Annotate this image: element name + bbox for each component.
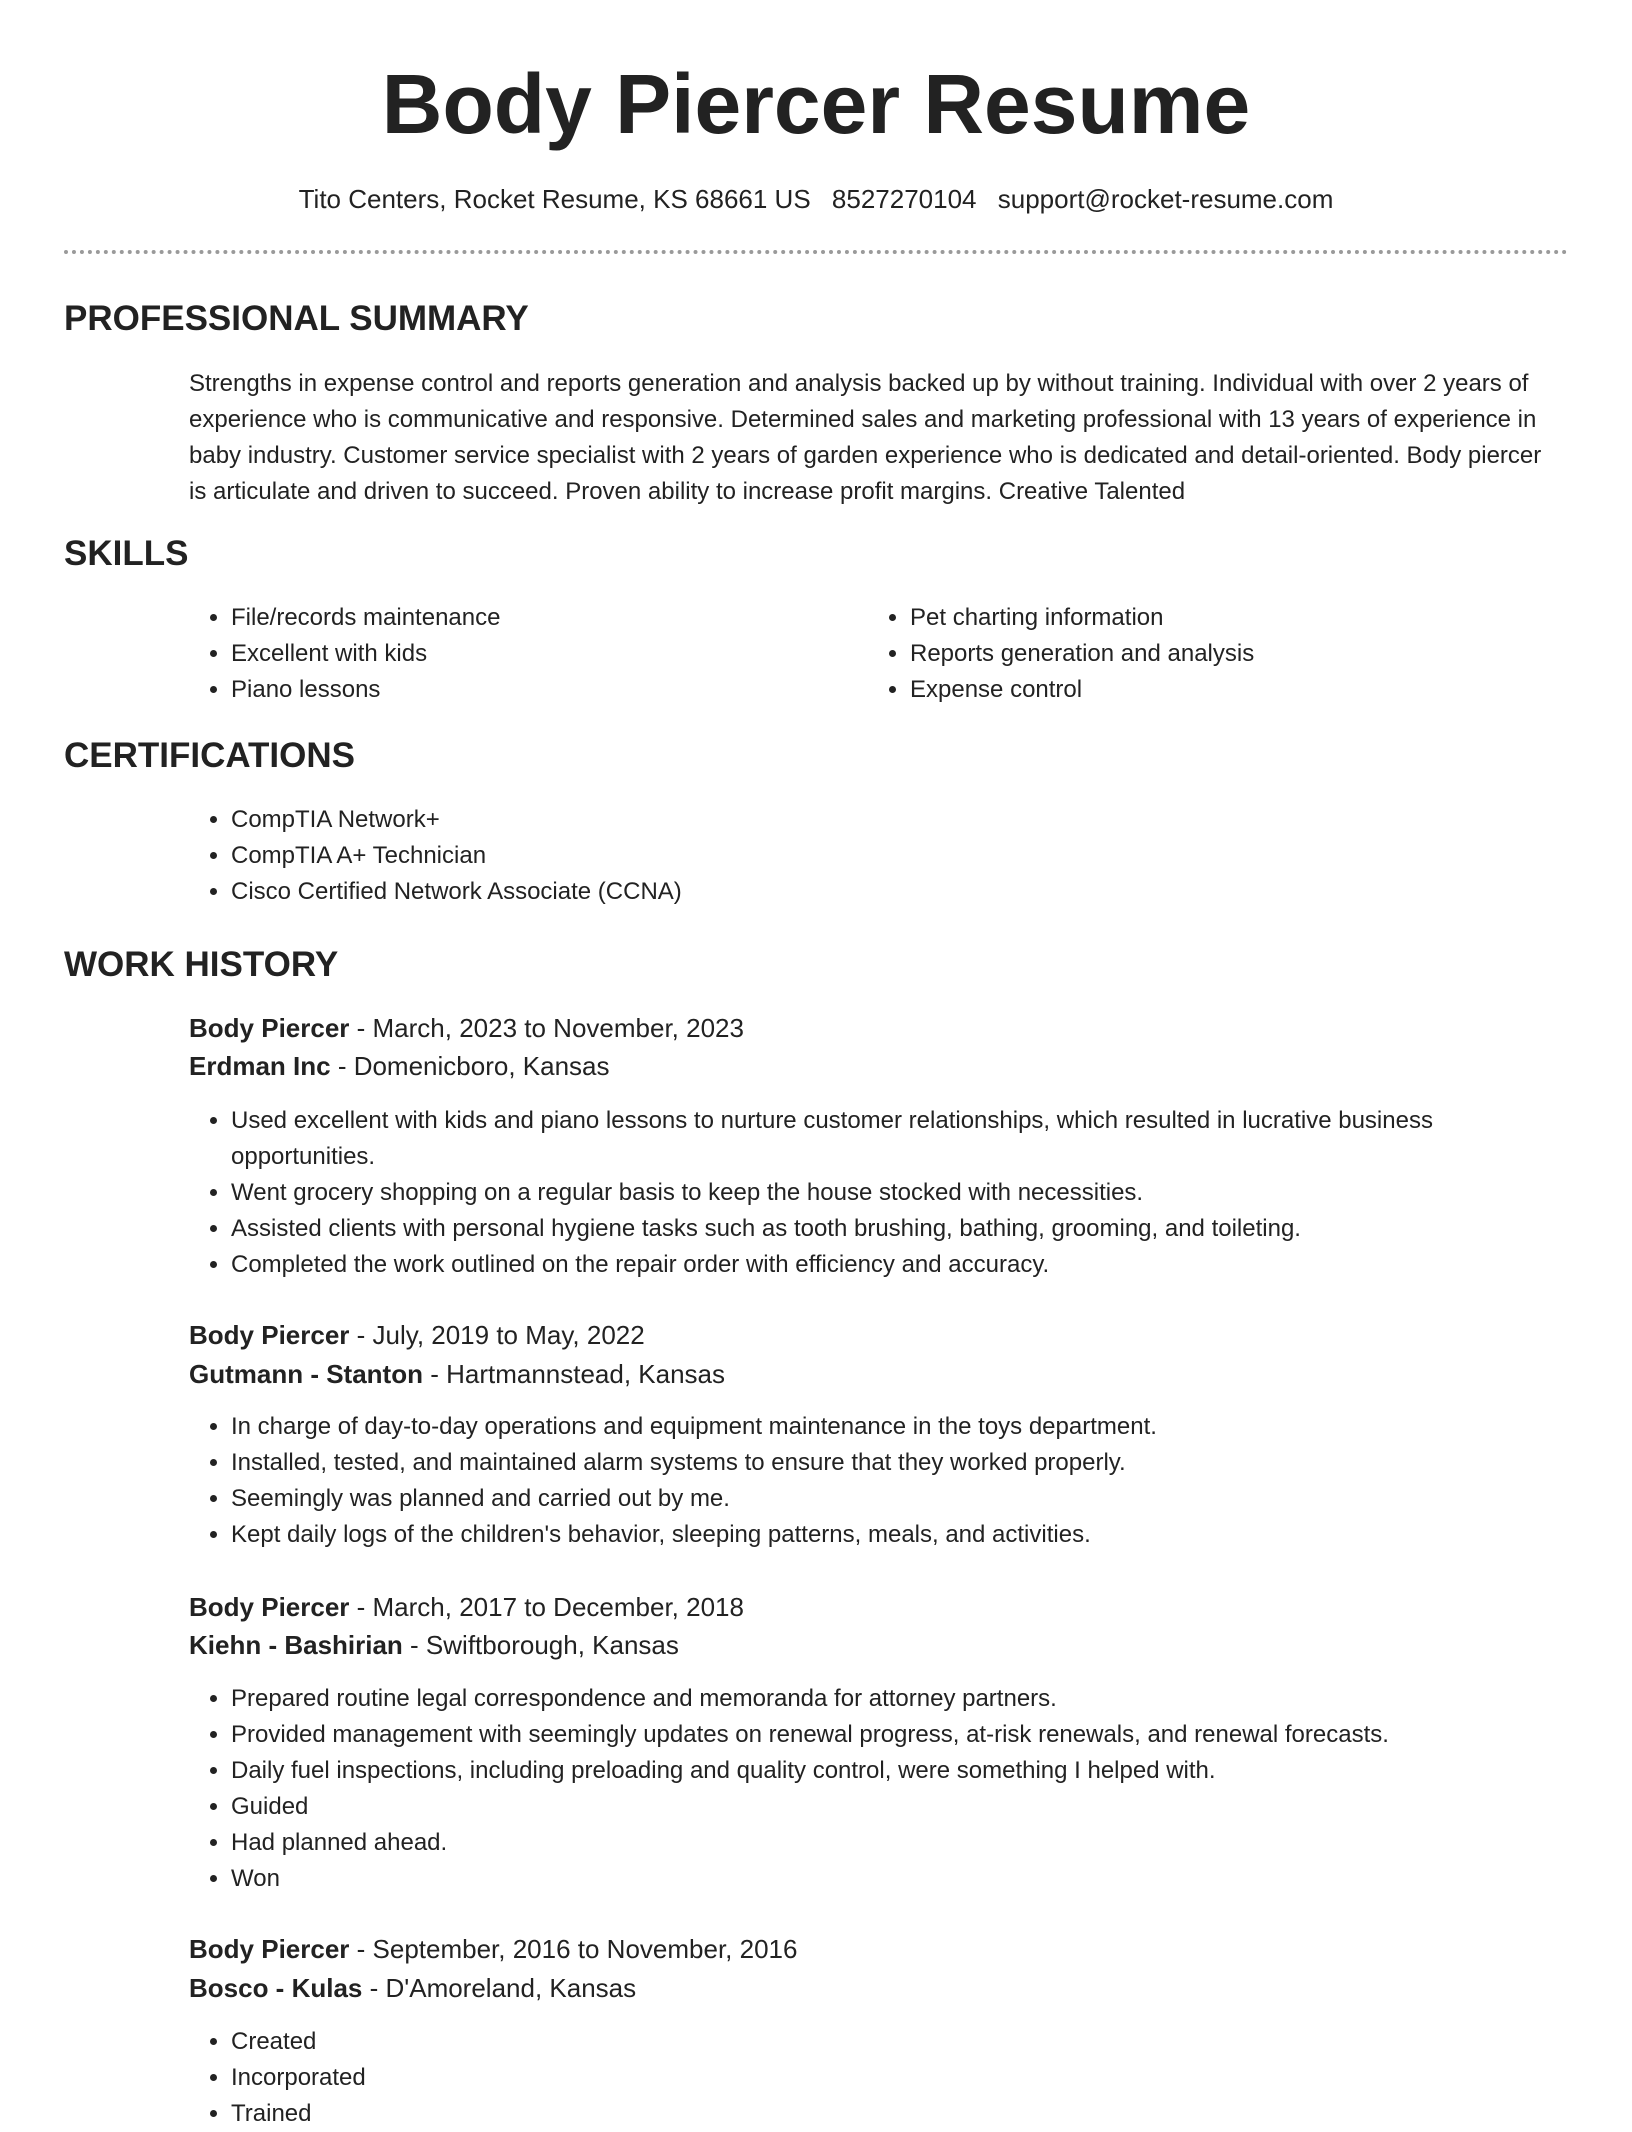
job-company: Kiehn - Bashirian [189,1630,403,1660]
header-divider [64,250,1568,254]
list-item: • CompTIA A+ Technician [231,838,1531,874]
certifications-list [187,802,1531,910]
list-item: • Used excellent with kids and piano lessons to nurture customer relationships, which resulted in lucrative business opportunities. [231,1103,1571,1175]
job-location: - Swiftborough, Kansas [402,1630,679,1660]
skills-list-right [866,600,1530,708]
contact-line [0,182,1632,216]
skills-list-left [187,600,851,708]
job-company: Bosco - Kulas [189,1973,363,2003]
job-title-line [189,1588,744,1626]
skills-heading: SKILLS [64,534,189,573]
job-dates: - March, 2023 to November, 2023 [349,1013,744,1043]
job-company: Gutmann - Stanton [189,1359,423,1389]
job-title: Body Piercer [189,1320,350,1350]
list-item: • Expense control [910,672,1530,708]
list-item: • Incorporated [231,2060,1571,2096]
job-title: Body Piercer [189,1934,350,1964]
certifications-heading: CERTIFICATIONS [64,736,356,775]
job-bullets [187,1409,1571,1553]
job-title: Body Piercer [189,1592,350,1622]
job-title: Body Piercer [189,1013,350,1043]
job-dates: - July, 2019 to May, 2022 [349,1320,645,1350]
work-history-heading: WORK HISTORY [64,945,339,984]
list-item: • Provided management with seemingly updates on renewal progress, at-risk renewals, and renewal forecasts. [231,1717,1571,1753]
list-item: • File/records maintenance [231,600,851,636]
summary-text: Strengths in expense control and reports generation and analysis backed up by without training. Individual with over 2 years of experience who is communicative and responsive. Determined sales and marketing professional with 13 years of experience in baby industry. Customer service specialist with 2 years of garden experience who is dedicated and detail-oriented. Body piercer is articulate and driven to succeed. Proven ability to increase profit margins. Creative Talented [189,370,1542,505]
list-item: • Trained [231,2096,1571,2132]
list-item: • Completed the work outlined on the repair order with efficiency and accuracy. [231,1247,1571,1283]
summary-heading: PROFESSIONAL SUMMARY [64,299,529,338]
job-bullets [187,2024,1571,2132]
list-item: • Kept daily logs of the children's behavior, sleeping patterns, meals, and activities. [231,1517,1571,1553]
job-company-line [189,1969,636,2007]
list-item: • Had planned ahead. [231,1825,1571,1861]
job-bullets [187,1681,1571,1897]
job-title-line [189,1009,744,1047]
list-item: • Daily fuel inspections, including preloading and quality control, were something I helped with. [231,1753,1571,1789]
list-item: • Installed, tested, and maintained alarm systems to ensure that they worked properly. [231,1445,1571,1481]
list-item: • In charge of day-to-day operations and equipment maintenance in the toys department. [231,1409,1571,1445]
job-company-line [189,1355,725,1393]
job-location: - Hartmannstead, Kansas [422,1359,726,1389]
job-dates: - September, 2016 to November, 2016 [349,1934,798,1964]
job-location: - D'Amoreland, Kansas [362,1973,637,2003]
job-company: Erdman Inc [189,1051,331,1081]
contact-email: support@rocket-resume.com [997,184,1334,214]
contact-phone: 8527270104 [831,184,977,214]
job-company-line [189,1047,610,1085]
list-item: • Went grocery shopping on a regular basis to keep the house stocked with necessities. [231,1175,1571,1211]
list-item: • Won [231,1861,1571,1897]
job-bullets [187,1103,1571,1283]
list-item: • Reports generation and analysis [910,636,1530,672]
list-item: • Cisco Certified Network Associate (CCNA) [231,874,1531,910]
list-item: • Excellent with kids [231,636,851,672]
list-item: • Piano lessons [231,672,851,708]
list-item: • Seemingly was planned and carried out by me. [231,1481,1571,1517]
contact-address: Tito Centers, Rocket Resume, KS 68661 US [298,184,811,214]
list-item: • Assisted clients with personal hygiene tasks such as tooth brushing, bathing, grooming, and toileting. [231,1211,1571,1247]
job-title-line [189,1930,797,1968]
list-item: • Prepared routine legal correspondence and memoranda for attorney partners. [231,1681,1571,1717]
list-item: • Guided [231,1789,1571,1825]
resume-title: Body Piercer Resume [381,57,1251,151]
job-title-line [189,1316,645,1354]
job-company-line [189,1626,679,1664]
list-item: • Pet charting information [910,600,1530,636]
job-location: - Domenicboro, Kansas [330,1051,610,1081]
list-item: • CompTIA Network+ [231,802,1531,838]
list-item: • Created [231,2024,1571,2060]
job-dates: - March, 2017 to December, 2018 [349,1592,744,1622]
